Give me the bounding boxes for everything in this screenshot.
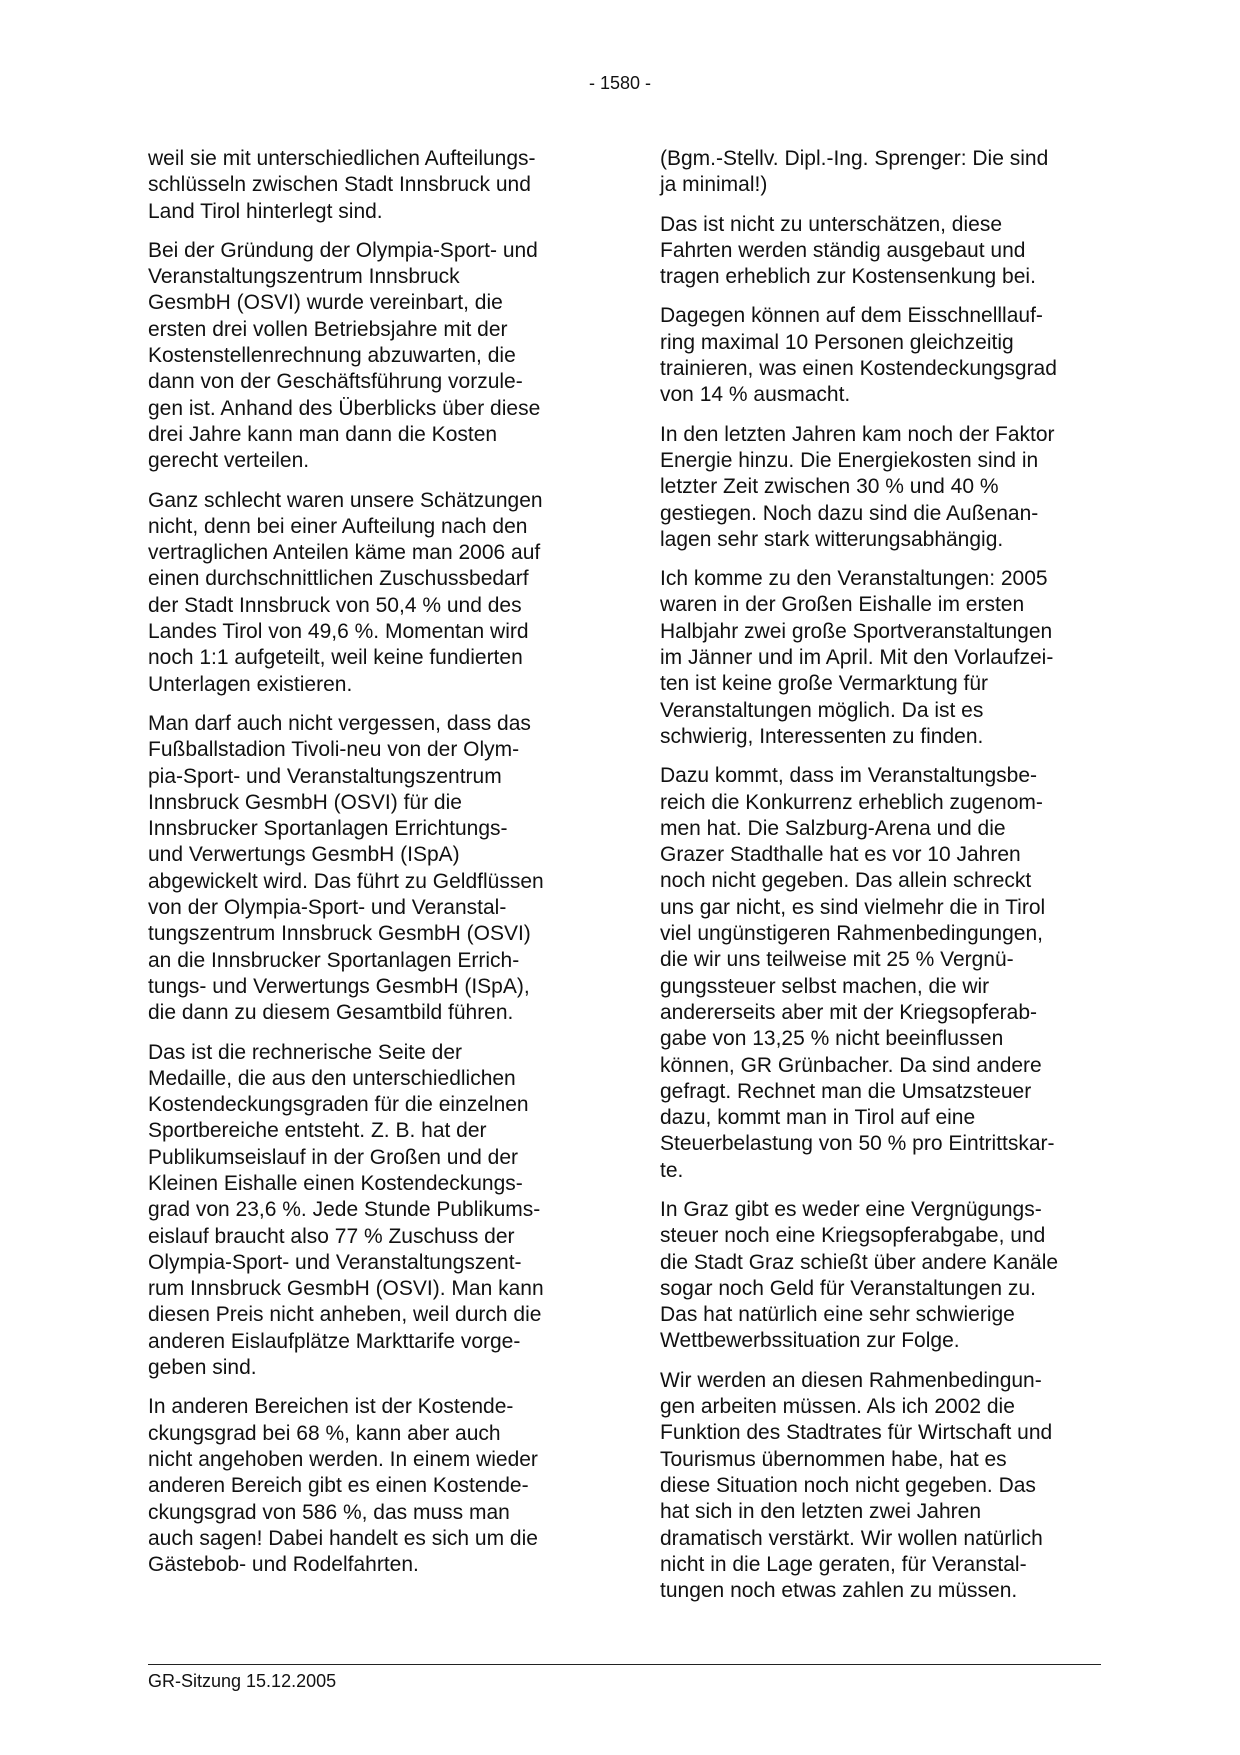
paragraph: Das ist nicht zu unterschätzen, diese Fahrten werden ständig ausgebaut und tragen erheblich zur Kostensenkung bei. xyxy=(660,212,1036,289)
page-number: - 1580 - xyxy=(588,73,652,93)
paragraph: In den letzten Jahren kam noch der Faktor Energie hinzu. Die Energiekosten sind in letzter Zeit zwischen 30 % und 40 % gestiegen. Noch dazu sind die Außenan- lagen sehr stark witterungsabhängig. xyxy=(660,422,1055,551)
right-text-column xyxy=(660,146,1105,1617)
paragraph: In Graz gibt es weder eine Vergnügungs- steuer noch eine Kriegsopferabgabe, und die Stadt Graz schießt über andere Kanäle sogar noch Geld für Veranstaltungen zu. Das hat natürlich eine sehr schwierige Wettbewerbssituation zur Folge. xyxy=(660,1197,1059,1353)
left-text-column xyxy=(148,146,593,1591)
paragraph: Bei der Gründung der Olympia-Sport- und Veranstaltungszentrum Innsbruck GesmbH (OSVI) wurde vereinbart, die ersten drei vollen Betriebsjahre mit der Kostenstellenrechnung abzuwarten, die dann von der Geschäftsführung vorzule- gen ist. Anhand des Überblicks über diese drei Jahre kann man dann die Kosten gerecht verteilen. xyxy=(148,238,541,473)
paragraph: Man darf auch nicht vergessen, dass das Fußballstadion Tivoli-neu von der Olym- pia-Sport- und Veranstaltungszentrum Innsbruck GesmbH (OSVI) für die Innsbrucker Sportanlagen Errichtungs- und Verwertungs GesmbH (ISpA) abgewickelt wird. Das führt zu Geldflüssen von der Olympia-Sport- und Veranstal- tungszentrum Innsbruck GesmbH (OSVI) an die Innsbrucker Sportanlagen Errich- tungs- und Verwertungs GesmbH (ISpA), die dann zu diesem Gesamtbild führen. xyxy=(148,711,544,1025)
paragraph: Ganz schlecht waren unsere Schätzungen nicht, denn bei einer Aufteilung nach den vertraglichen Anteilen käme man 2006 auf einen durchschnittlichen Zuschussbedarf der Stadt Innsbruck von 50,4 % und des Landes Tirol von 49,6 %. Momentan wird noch 1:1 aufgeteilt, weil keine fundierten Unterlagen existieren. xyxy=(148,488,543,696)
footer-divider xyxy=(148,1664,1101,1665)
paragraph: Wir werden an diesen Rahmenbedingun- gen arbeiten müssen. Als ich 2002 die Funktion des Stadtrates für Wirtschaft und Tourismus übernommen habe, hat es diese Situation noch nicht gegeben. Das hat sich in den letzten zwei Jahren dramatisch verstärkt. Wir wollen natürlich nicht in die Lage geraten, für Veranstal- tungen noch etwas zahlen zu müssen. xyxy=(660,1368,1053,1603)
paragraph: Dagegen können auf dem Eisschnelllauf- ring maximal 10 Personen gleichzeitig trainieren, was einen Kostendeckungsgrad von 14 % ausmacht. xyxy=(660,304,1057,407)
paragraph: In anderen Bereichen ist der Kostende- ckungsgrad bei 68 %, kann aber auch nicht angehoben werden. In einem wieder anderen Bereich gibt es einen Kostende- ckungsgrad von 586 %, das muss man auch sagen! Dabei handelt es sich um die Gästebob- und Rodelfahrten. xyxy=(148,1395,538,1577)
footer-session-date: GR-Sitzung 15.12.2005 xyxy=(148,1671,337,1691)
paragraph: Ich komme zu den Veranstaltungen: 2005 waren in der Großen Eishalle im ersten Halbjahr zwei große Sportveranstaltungen im Jänner und im April. Mit den Vorlaufzei- ten ist keine große Vermarktung für Veranstaltungen möglich. Da ist es schwierig, Interessenten zu finden. xyxy=(660,567,1054,748)
paragraph: weil sie mit unterschiedlichen Aufteilungs- schlüsseln zwischen Stadt Innsbruck und Land Tirol hinterlegt sind. xyxy=(148,147,536,223)
paragraph: Das ist die rechnerische Seite der Medaille, die aus den unterschiedlichen Kostendeckungsgraden für die einzelnen Sportbereiche entsteht. Z. B. hat der Publikumseislauf in der Großen und der Kleinen Eishalle einen Kostendeckungs- grad von 23,6 %. Jede Stunde Publikums- eislauf braucht also 77 % Zuschuss der Olympia-Sport- und Veranstaltungszent- rum Innsbruck GesmbH (OSVI). Man kann diesen Preis nicht anheben, weil durch die anderen Eislaufplätze Markttarife vorge- geben sind. xyxy=(148,1040,544,1380)
paragraph: Dazu kommt, dass im Veranstaltungsbe- reich die Konkurrenz erheblich zugenom- men hat. Die Salzburg-Arena und die Grazer Stadthalle hat es vor 10 Jahren noch nicht gegeben. Das allein schreckt uns gar nicht, es sind vielmehr die in Tirol viel ungünstigeren Rahmenbedingungen, die wir uns teilweise mit 25 % Vergnü- gungssteuer selbst machen, die wir andererseits aber mit der Kriegsopferab- gabe von 13,25 % nicht beeinflussen können, GR Grünbacher. Da sind andere gefragt. Rechnet man die Umsatzsteuer dazu, kommt man in Tirol auf eine Steuerbelastung von 50 % pro Eintrittskar- te. xyxy=(660,764,1055,1182)
interjection-paragraph: (Bgm.-Stellv. Dipl.-Ing. Sprenger: Die sind ja minimal!) xyxy=(660,147,1049,197)
